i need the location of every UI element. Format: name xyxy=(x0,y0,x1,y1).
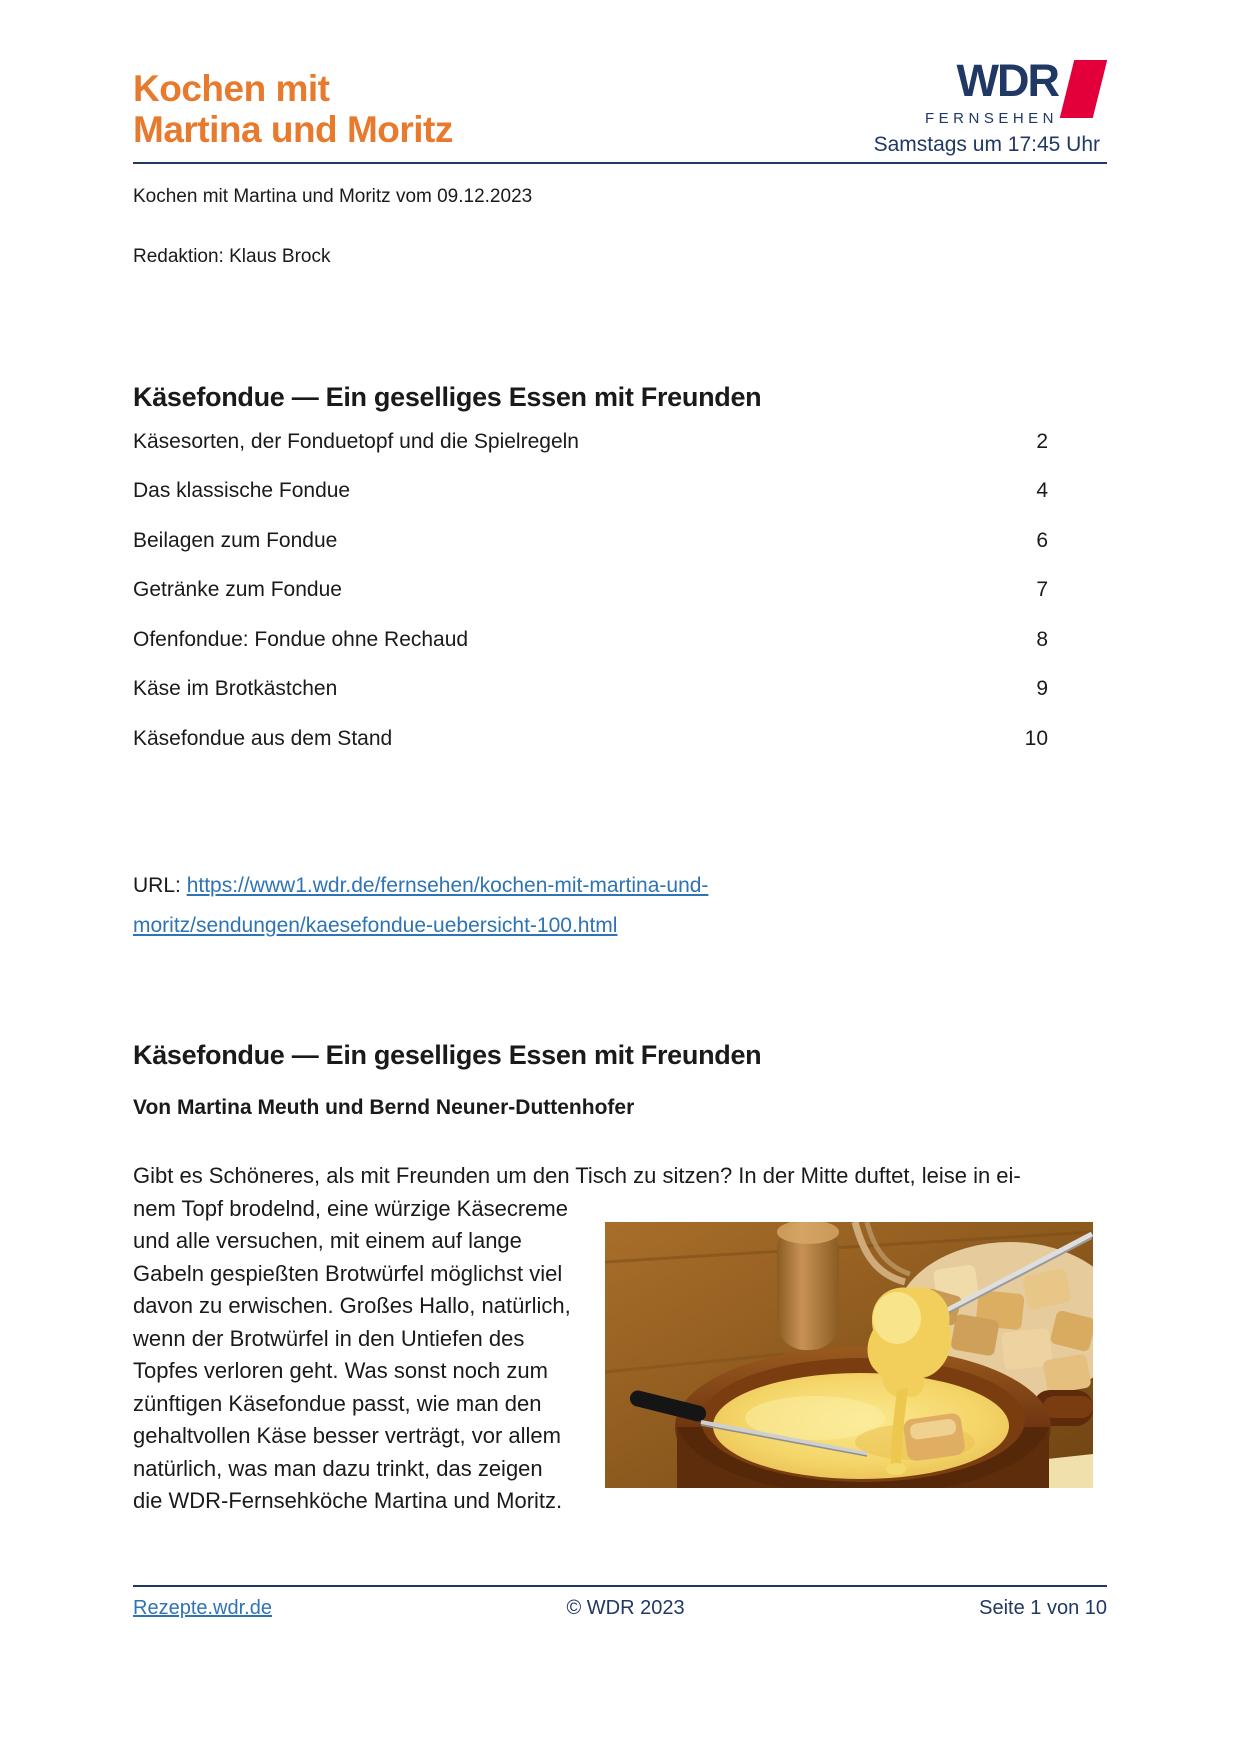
footer xyxy=(133,1597,1107,1620)
broadcast-schedule: Samstags um 17:45 Uhr xyxy=(873,133,1100,156)
footer-divider xyxy=(133,1585,1107,1587)
toc-item-label: Käsesorten, der Fonduetopf und die Spielregeln xyxy=(133,430,579,453)
show-logo-line2: Martina und Moritz xyxy=(133,109,453,150)
paragraph-line: die WDR-Fernsehköche Martina und Moritz. xyxy=(133,1488,563,1513)
header-divider xyxy=(133,162,1107,164)
show-logo-line1: Kochen mit xyxy=(133,68,330,109)
article-title: Käsefondue — Ein geselliges Essen mit Freunden xyxy=(133,1040,762,1070)
toc-item-label: Käse im Brotkästchen xyxy=(133,677,338,700)
fondue-photo xyxy=(605,1222,1093,1488)
wdr-red-slash-icon xyxy=(1060,60,1107,118)
paragraph-line: nem Topf brodelnd, eine würzige Käsecreme xyxy=(133,1195,568,1221)
toc-item[interactable] xyxy=(133,529,1048,553)
toc-item-page: 10 xyxy=(1024,727,1048,750)
paragraph-line: zünftigen Käsefondue passt, wie man den xyxy=(133,1390,542,1416)
article-byline: Von Martina Meuth und Bernd Neuner-Duttenhofer xyxy=(133,1096,635,1119)
footer-page-number: Seite 1 von 10 xyxy=(979,1597,1107,1619)
toc-item[interactable] xyxy=(133,578,1048,602)
paragraph-line: und alle versuchen, mit einem auf lange xyxy=(133,1228,522,1253)
toc-item-label: Getränke zum Fondue xyxy=(133,578,342,601)
toc-title: Käsefondue — Ein geselliges Essen mit Freunden xyxy=(133,382,762,412)
url-prefix: URL: xyxy=(133,874,187,897)
wdr-fernsehen-label: FERNSEHEN xyxy=(924,110,1058,127)
toc-item-label: Käsefondue aus dem Stand xyxy=(133,727,393,750)
toc-item-label: Ofenfondue: Fondue ohne Rechaud xyxy=(133,628,469,651)
toc-item-label: Beilagen zum Fondue xyxy=(133,529,338,552)
paragraph-line: natürlich, was man dazu trinkt, das zeigen xyxy=(133,1455,543,1481)
toc-item-page: 2 xyxy=(1036,430,1048,453)
paragraph-line: gehaltvollen Käse besser verträgt, vor allem xyxy=(133,1423,561,1448)
toc-item[interactable] xyxy=(133,430,1048,454)
paragraph-line: wenn der Brotwürfel in den Untiefen des xyxy=(133,1325,525,1351)
paragraph-line: Gibt es Schöneres, als mit Freunden um den Tisch zu sitzen? In der Mitte duftet, leise in ei- xyxy=(133,1163,1021,1188)
footer-website-link[interactable]: Rezepte.wdr.de xyxy=(133,1597,272,1619)
toc-item-page: 8 xyxy=(1036,628,1048,651)
url-line-2 xyxy=(133,914,617,938)
article-url-link-continued[interactable]: moritz/sendungen/kaesefondue-uebersicht-100.html xyxy=(133,914,618,937)
toc-item[interactable] xyxy=(133,677,1048,701)
paragraph-line: Topfes verloren geht. Was sonst noch zum xyxy=(133,1358,548,1383)
toc-item[interactable] xyxy=(133,727,1048,751)
paragraph-line: davon zu erwischen. Großes Hallo, natürlich, xyxy=(133,1293,571,1318)
toc-item-page: 4 xyxy=(1036,479,1048,502)
wdr-logo-text: WDR xyxy=(956,55,1058,106)
episode-title: Kochen mit Martina und Moritz vom 09.12.2023 xyxy=(133,186,533,207)
show-logo xyxy=(133,68,453,150)
toc-item[interactable] xyxy=(133,479,1048,503)
toc-item[interactable] xyxy=(133,628,1048,652)
redaktion-credit: Redaktion: Klaus Brock xyxy=(133,246,331,267)
footer-copyright: © WDR 2023 xyxy=(566,1597,685,1619)
url-line-1 xyxy=(133,874,708,898)
wdr-logo-block xyxy=(873,55,1100,157)
article-url-link[interactable]: https://www1.wdr.de/fernsehen/kochen-mit-martina-und- xyxy=(186,874,709,897)
toc-item-page: 7 xyxy=(1036,578,1048,601)
paragraph-line: Gabeln gespießten Brotwürfel möglichst viel xyxy=(133,1260,563,1286)
toc-item-page: 6 xyxy=(1036,529,1048,552)
toc-item-page: 9 xyxy=(1036,677,1048,700)
toc-item-label: Das klassische Fondue xyxy=(133,479,351,502)
